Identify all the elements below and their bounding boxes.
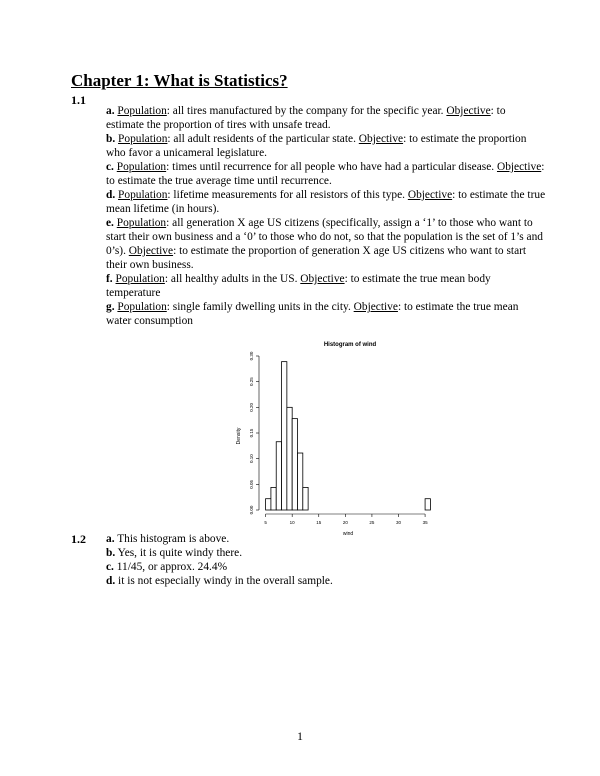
histogram-bar-1 (271, 487, 276, 510)
y-axis-label: Density (236, 427, 242, 445)
section-number-1-1: 1.1 (71, 93, 86, 107)
y-tick-label: 0.15 (249, 428, 254, 438)
y-tick-label: 0.25 (249, 377, 254, 387)
y-tick-label: 0.20 (249, 402, 254, 412)
answer-1-1-b: b. Population: all adult residents of the particular state. Objective: to estimate the proportion who favor a unicameral legislature. (106, 133, 527, 159)
section-1-1-items (106, 104, 546, 328)
x-tick-label: 25 (369, 520, 375, 525)
x-tick-label: 20 (342, 520, 348, 525)
x-tick-label: 30 (395, 520, 402, 525)
answer-1-1-a: a. Population: all tires manufactured by the company for the specific year. Objective: to estimate the proportion of tires with unsafe tread. (106, 105, 506, 131)
histogram-bars (266, 362, 431, 510)
y-tick-label: 0.00 (249, 505, 254, 515)
y-axis (249, 351, 259, 514)
x-axis (264, 514, 428, 525)
answer-1-1-e: e. Population: all generation X age US citizens (specifically, assign a ‘1’ to those who want to start their own business and a ‘0’ to those who do not, so that the population is the set of 1’s and 0’s). Objective: to estimate the proportion of generation X age US citizens who want to start their own business. (106, 217, 543, 271)
answer-1-1-f: f. Population: all healthy adults in the US. Objective: to estimate the true mean body temperature (106, 273, 491, 299)
answer-1-1-d: d. Population: lifetime measurements for all resistors of this type. Objective: to estimate the true mean lifetime (in hours). (106, 189, 546, 215)
x-tick-label: 35 (422, 520, 428, 525)
y-tick-label: 0.10 (249, 454, 254, 464)
x-tick-label: 15 (316, 520, 322, 525)
answer-1-1-c: c. Population: times until recurrence for all people who have had a particular disease. Objective: to estimate the true average time until recurrence. (106, 161, 545, 187)
histogram-bar-5 (292, 419, 297, 510)
section-1-2-items (106, 532, 546, 588)
answer-1-1-g: g. Population: single family dwelling units in the city. Objective: to estimate the true mean water consumption (106, 301, 519, 327)
chapter-title: Chapter 1: What is Statistics? (71, 71, 288, 90)
histogram-bar-8 (425, 499, 430, 510)
answer-1-2-d: d. it is not especially windy in the overall sample. (106, 575, 333, 587)
x-tick-label: 10 (289, 520, 295, 525)
y-tick-label: 0.05 (249, 479, 254, 489)
histogram-bar-7 (303, 487, 308, 510)
histogram-bar-0 (266, 499, 271, 510)
histogram-bar-6 (297, 453, 302, 510)
wind-histogram (226, 334, 450, 544)
chart-title: Histogram of wind (323, 342, 377, 348)
answer-1-2-c: c. 11/45, or approx. 24.4% (106, 561, 228, 573)
histogram-bar-3 (282, 362, 287, 510)
histogram-bar-4 (287, 407, 292, 510)
section-number-1-2: 1.2 (71, 532, 86, 546)
page-number: 1 (297, 729, 303, 743)
x-tick-label: 5 (264, 520, 267, 525)
y-tick-label: 0.30 (249, 351, 254, 361)
histogram-bar-2 (276, 442, 281, 510)
answer-1-2-b: b. Yes, it is quite windy there. (106, 547, 243, 559)
x-axis-label: wind (342, 531, 354, 537)
answer-1-2-a: a. This histogram is above. (106, 533, 230, 545)
